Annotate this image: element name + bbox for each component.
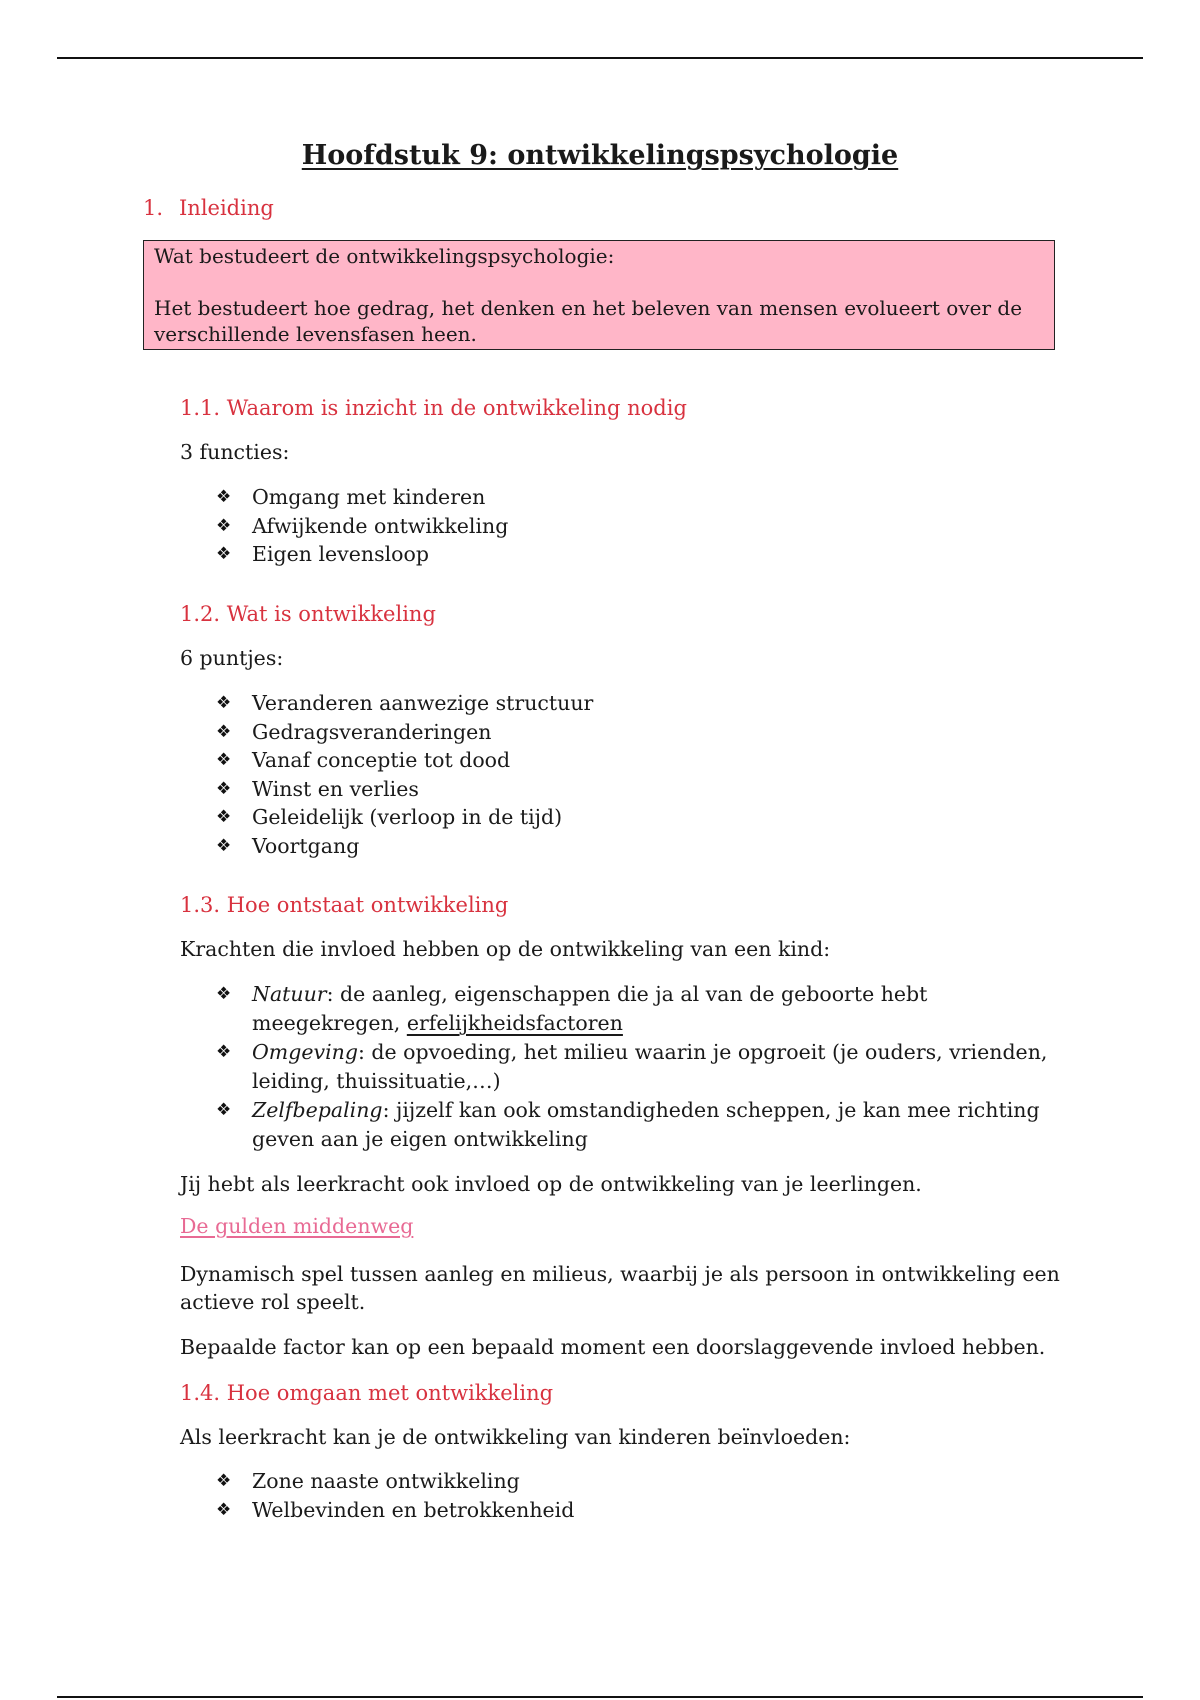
list-item: ❖ Geleidelijk (verloop in de tijd) <box>216 803 1056 832</box>
list-1-2 <box>216 689 1056 860</box>
intro-1-2: 6 puntjes: <box>180 646 284 670</box>
list-item: ❖ Afwijkende ontwikkeling <box>216 512 1056 541</box>
definition-question: Wat bestudeert de ontwikkelingspsychologie: <box>154 244 615 268</box>
bullet-icon: ❖ <box>216 1471 232 1491</box>
heading-1-1: 1.1. Waarom is inzicht in de ontwikkeling nodig <box>180 396 687 420</box>
heading-1-2: 1.2. Wat is ontwikkeling <box>180 602 436 626</box>
list-item-natuur: ❖ Natuur: de aanleg, eigenschappen die ja al van de geboorte hebt meegekregen, erfelijkheidsfactoren <box>216 982 928 1035</box>
bullet-icon: ❖ <box>216 750 232 770</box>
bullet-icon: ❖ <box>216 1042 232 1062</box>
bullet-icon: ❖ <box>216 487 232 507</box>
bullet-icon: ❖ <box>216 1499 232 1520</box>
bullet-icon: ❖ <box>216 984 232 1004</box>
list-item: ❖ Gedragsveranderingen <box>216 718 1056 747</box>
bullet-icon: ❖ <box>216 1100 232 1120</box>
paragraph-bepaalde: Bepaalde factor kan op een bepaald moment een doorslaggevende invloed hebben. <box>180 1335 1046 1359</box>
list-item: ❖ Winst en verlies <box>216 775 1056 804</box>
list-item: ❖ Eigen levensloop <box>216 540 1056 569</box>
bullet-icon: ❖ <box>216 835 232 856</box>
intro-1-4: Als leerkracht kan je de ontwikkeling van kinderen beïnvloeden: <box>180 1425 851 1449</box>
list-item: ❖ Welbevinden en betrokkenheid <box>216 1496 1056 1525</box>
top-rule <box>57 57 1143 59</box>
definition-answer: Het bestudeert hoe gedrag, het denken en het beleven van mensen evolueert over de verschillende levensfasen heen. <box>154 296 1023 346</box>
list-1-1 <box>216 483 1056 569</box>
bullet-icon: ❖ <box>216 778 232 799</box>
bullet-icon: ❖ <box>216 721 232 742</box>
heading-1-4: 1.4. Hoe omgaan met ontwikkeling <box>180 1381 554 1405</box>
bullet-icon: ❖ <box>216 807 232 827</box>
list-item: ❖ Veranderen aanwezige structuur <box>216 689 1056 718</box>
list-item: ❖ Omgang met kinderen <box>216 483 1056 512</box>
page-title: Hoofdstuk 9: ontwikkelingspsychologie <box>301 140 899 171</box>
bottom-rule <box>57 1696 1143 1698</box>
bullet-icon: ❖ <box>216 544 232 564</box>
intro-1-3: Krachten die invloed hebben op de ontwikkeling van een kind: <box>180 937 831 961</box>
teacher-note: Jij hebt als leerkracht ook invloed op de ontwikkeling van je leerlingen. <box>180 1172 922 1196</box>
list-1-3 <box>216 980 1056 1154</box>
list-item-zelfbepaling: ❖ Zelfbepaling: jijzelf kan ook omstandigheden scheppen, je kan mee richting geven aan je eigen ontwikkeling <box>216 1098 1040 1151</box>
subheading-gulden-middenweg: De gulden middenweg <box>180 1214 414 1238</box>
list-item-omgeving: ❖ Omgeving: de opvoeding, het milieu waarin je opgroeit (je ouders, vrienden, leiding, thuissituatie,…) <box>216 1040 1048 1093</box>
bullet-icon: ❖ <box>216 515 232 536</box>
list-item: ❖ Voortgang <box>216 832 1056 861</box>
section-heading-inleiding: 1. Inleiding <box>143 196 274 220</box>
definition-box <box>143 240 1055 350</box>
list-1-4 <box>216 1467 1056 1524</box>
heading-1-3: 1.3. Hoe ontstaat ontwikkeling <box>180 893 509 917</box>
bullet-icon: ❖ <box>216 693 232 713</box>
list-item: ❖ Vanaf conceptie tot dood <box>216 746 1056 775</box>
intro-1-1: 3 functies: <box>180 440 290 464</box>
list-item: ❖ Zone naaste ontwikkeling <box>216 1467 1056 1496</box>
paragraph-dynamisch: Dynamisch spel tussen aanleg en milieus, waarbij je als persoon in ontwikkeling een actieve rol speelt. <box>180 1262 1060 1314</box>
